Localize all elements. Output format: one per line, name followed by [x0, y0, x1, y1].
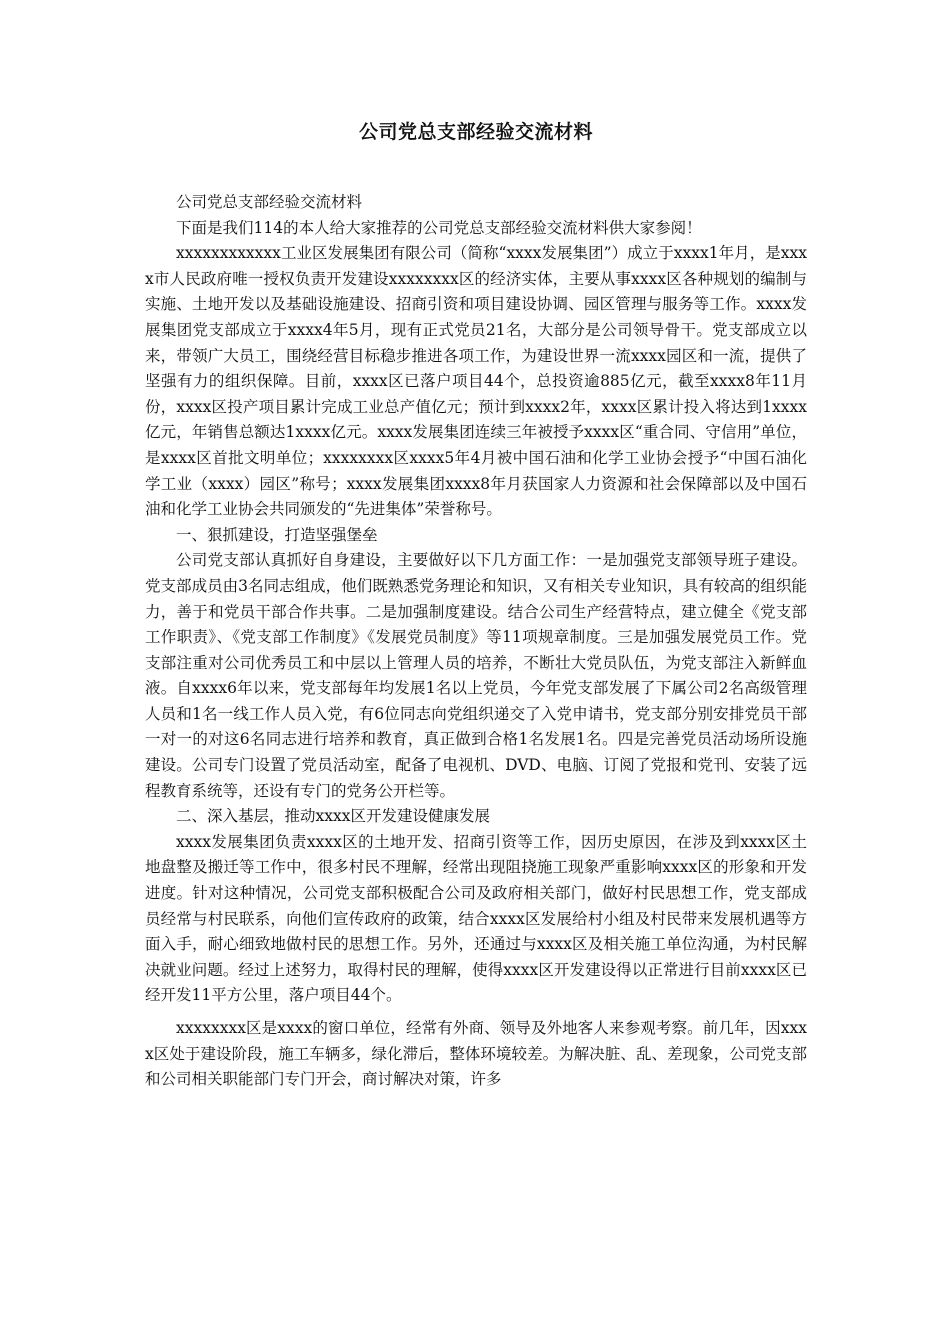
paragraph-heading-repeat: 公司党总支部经验交流材料 — [176, 193, 363, 211]
paragraph-section-1: 公司党支部认真抓好自身建设，主要做好以下几方面工作：一是加强党支部领导班子建设。党支部成员由3名同志组成，他们既熟悉党务理论和知识，又有相关专业知识，具有较高的组织能力，善于和党员干部合作共事。二是加强制度建设。结合公司生产经营特点，建立健全《党支部工作职责》、《党支部工作制度》《发展党员制度》等11项规章制度。三是加强发展党员工作。党支部注重对公司优秀员工和中层以上管理人员的培养，不断壮大党员队伍，为党支部注入新鲜血液。自xxxx6年以来，党支部每年均发展1名以上党员，今年党支部发展了下属公司2名高级管理人员和1名一线工作人员入党，有6位同志向党组织递交了入党申请书，党支部分别安排党员干部一对一的对这6名同志进行培养和教育，真正做到合格1名发展1名。四是完善党员活动场所设施建设。公司专门设置了党员活动室，配备了电视机、DVD、电脑、订阅了党报和党刊、安装了远程教育系统等，还设有专门的党务公开栏等。 — [145, 551, 807, 800]
paragraph-section-2: xxxx发展集团负责xxxx区的土地开发、招商引资等工作，因历史原因，在涉及到xxxx区土地盘整及搬迁等工作中，很多村民不理解，经常出现阻挠施工现象严重影响xxxx区的形象和开发进度。针对这种情况，公司党支部积极配合公司及政府相关部门，做好村民思想工作，党支部成员经常与村民联系，向他们宣传政府的政策，结合xxxx区发展给村小组及村民带来发展机遇等方面入手，耐心细致地做村民的思想工作。另外，还通过与xxxx区及相关施工单位沟通，为村民解决就业问题。经过上述努力，取得村民的理解，使得xxxx区开发建设得以正常进行目前xxxx区已经开发11平方公里，落户项目44个。 — [145, 832, 807, 1005]
document-body — [145, 190, 807, 1093]
paragraph-company-overview: xxxxxxxxxxxx工业区发展集团有限公司（简称“xxxx发展集团”）成立于xxxx1年月，是xxxx市人民政府唯一授权负责开发建设xxxxxxxx区的经济实体，主要从事xxxx区各种规划的编制与实施、土地开发以及基础设施建设、招商引资和项目建设协调、园区管理与服务等工作。xxxx发展集团党支部成立于xxxx4年5月，现有正式党员21名，大部分是公司领导骨干。党支部成立以来，带领广大员工，围绕经营目标稳步推进各项工作，为建设世界一流xxxx园区和一流，提供了坚强有力的组织保障。目前，xxxx区已落户项目44个，总投资逾885亿元，截至xxxx8年11月份，xxxx区投产项目累计完成工业总产值亿元；预计到xxxx2年，xxxx区累计投入将达到1xxxx亿元，年销售总额达1xxxx亿元。xxxx发展集团连续三年被授予xxxx区“重合同、守信用”单位，是xxxx区首批文明单位；xxxxxxxx区xxxx5年4月被中国石油和化学工业协会授予“中国石油化学工业（xxxx）园区”称号；xxxx发展集团xxxx8年月获国家人力资源和社会保障部以及中国石油和化学工业协会共同颁发的“先进集体”荣誉称号。 — [145, 244, 807, 519]
paragraph-section-2-continued: xxxxxxxx区是xxxx的窗口单位，经常有外商、领导及外地客人来参观考察。前几年，因xxxx区处于建设阶段，施工车辆多，绿化滞后，整体环境较差。为解决脏、乱、差现象，公司党支部和公司相关职能部门专门开会，商讨解决对策，许多 — [145, 1019, 807, 1089]
document-title: 公司党总支部经验交流材料 — [358, 121, 593, 143]
paragraph-intro: 下面是我们114的本人给大家推荐的公司党总支部经验交流材料供大家参阅！ — [176, 218, 702, 237]
document-page — [145, 118, 807, 1093]
section-heading-2: 二、深入基层，推动xxxx区开发建设健康发展 — [176, 807, 490, 826]
section-heading-1: 一、狠抓建设，打造坚强堡垒 — [176, 525, 378, 544]
